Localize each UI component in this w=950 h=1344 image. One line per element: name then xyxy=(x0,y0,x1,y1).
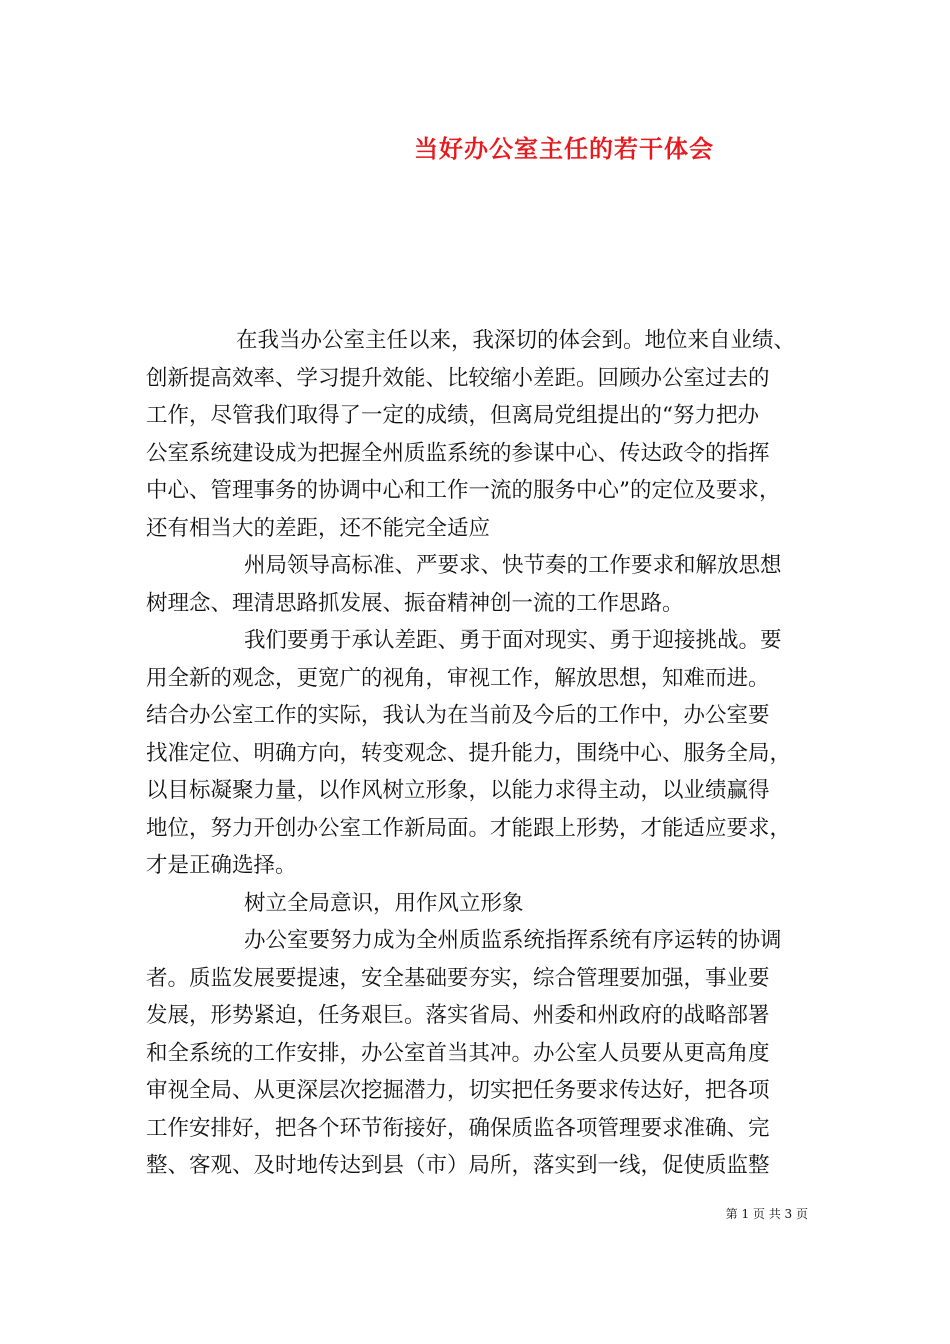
paragraph-line: 和全系统的工作安排，办公室首当其冲。办公室人员要从更高角度 xyxy=(146,1040,770,1066)
paragraph-line: 州局领导高标准、严要求、快节奏的工作要求和解放思想 xyxy=(244,553,782,578)
section-heading: 树立全局意识，用作风立形象 xyxy=(244,890,524,916)
paragraph-line: 公室系统建设成为把握全州质监系统的参谋中心、传达政令的指挥 xyxy=(146,440,770,466)
paragraph-line: 创新提高效率、学习提升效能、比较缩小差距。回顾办公室过去的 xyxy=(146,365,770,391)
paragraph-line: 我们要勇于承认差距、勇于面对现实、勇于迎接挑战。要 xyxy=(244,628,782,653)
paragraph-line: 用全新的观念，更宽广的视角，审视工作，解放思想，知难而进。 xyxy=(146,665,770,691)
paragraph-line: 审视全局、从更深层次挖掘潜力，切实把任务要求传达好，把各项 xyxy=(146,1078,770,1103)
paragraph-line: 结合办公室工作的实际，我认为在当前及今后的工作中，办公室要 xyxy=(146,703,770,728)
paragraph-line: 者。质监发展要提速，安全基础要夯实，综合管理要加强，事业要 xyxy=(146,965,770,991)
paragraph-line: 还有相当大的差距，还不能完全适应 xyxy=(146,515,491,541)
paragraph-line: 找准定位、明确方向，转变观念、提升能力，围绕中心、服务全局， xyxy=(146,740,792,766)
paragraph-line: 办公室要努力成为全州质监系统指挥系统有序运转的协调 xyxy=(244,928,782,953)
paragraph-line: 工作安排好，把各个环节衔接好，确保质监各项管理要求准确、完 xyxy=(146,1115,770,1141)
paragraph-line: 以目标凝聚力量，以作风树立形象，以能力求得主动，以业绩赢得 xyxy=(146,778,770,803)
paragraph-line: 发展，形势紧迫，任务艰巨。落实省局、州委和州政府的战略部署 xyxy=(146,1003,770,1028)
page-number-footer: 第 1 页 共 3 页 xyxy=(725,1207,808,1221)
paragraph-line: 树理念、理清思路抓发展、振奋精神创一流的工作思路。 xyxy=(146,590,684,616)
paragraph-line: 地位，努力开创办公室工作新局面。才能跟上形势，才能适应要求， xyxy=(146,815,792,841)
paragraph-line: 整、客观、及时地传达到县（市）局所，落实到一线，促使质监整 xyxy=(146,1153,770,1178)
paragraph-line: 工作，尽管我们取得了一定的成绩，但离局党组提出的“努力把办 xyxy=(146,403,759,428)
paragraph-line: 才是正确选择。 xyxy=(146,853,297,878)
paragraph-line: 在我当办公室主任以来，我深切的体会到。地位来自业绩、 xyxy=(236,328,796,353)
paragraph-line: 中心、管理事务的协调中心和工作一流的服务中心”的定位及要求， xyxy=(146,478,781,503)
document-title: 当好办公室主任的若干体会 xyxy=(414,134,714,163)
document-body xyxy=(146,322,816,1185)
